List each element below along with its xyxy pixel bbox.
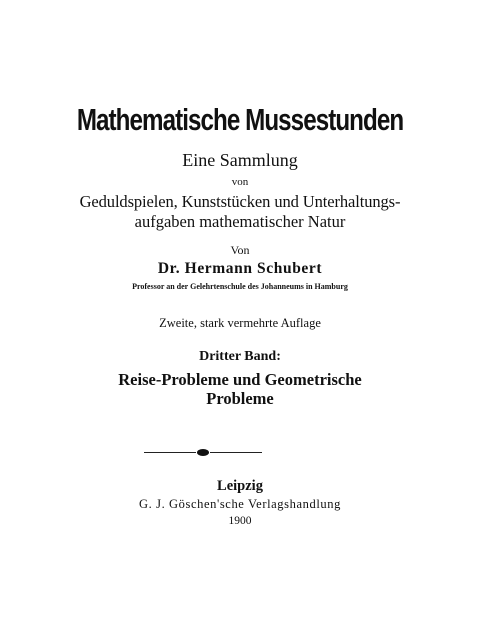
description-line-2: aufgaben mathematischer Natur	[134, 212, 346, 231]
publication-place: Leipzig	[217, 478, 263, 494]
ornament-rule-right	[210, 452, 262, 453]
volume-label: Dritter Band:	[199, 349, 281, 364]
volume-title-line-2: Probleme	[206, 389, 274, 408]
von-small-text: von	[231, 176, 249, 188]
ornament-divider	[144, 448, 262, 458]
description-line-1: Geduldspielen, Kunststücken und Unterhaltungs-	[79, 192, 401, 211]
edition-note: Zweite, stark vermehrte Auflage	[159, 316, 321, 330]
publisher-name: G. J. Göschen'sche Verlagshandlung	[139, 497, 341, 511]
ornament-dot-icon	[197, 449, 209, 456]
author-affiliation: Professor an der Gelehrtenschule des Johanneums in Hamburg	[132, 282, 348, 291]
subtitle: Eine Sammlung	[182, 150, 298, 170]
von-text: Von	[230, 243, 250, 257]
volume-title-line-1: Reise-Probleme und Geometrische	[118, 370, 362, 389]
author-name: Dr. Hermann Schubert	[157, 260, 323, 277]
main-title: Mathematische Mussestunden	[76, 102, 404, 137]
ornament-rule-left	[144, 452, 196, 453]
publication-year: 1900	[228, 515, 252, 527]
